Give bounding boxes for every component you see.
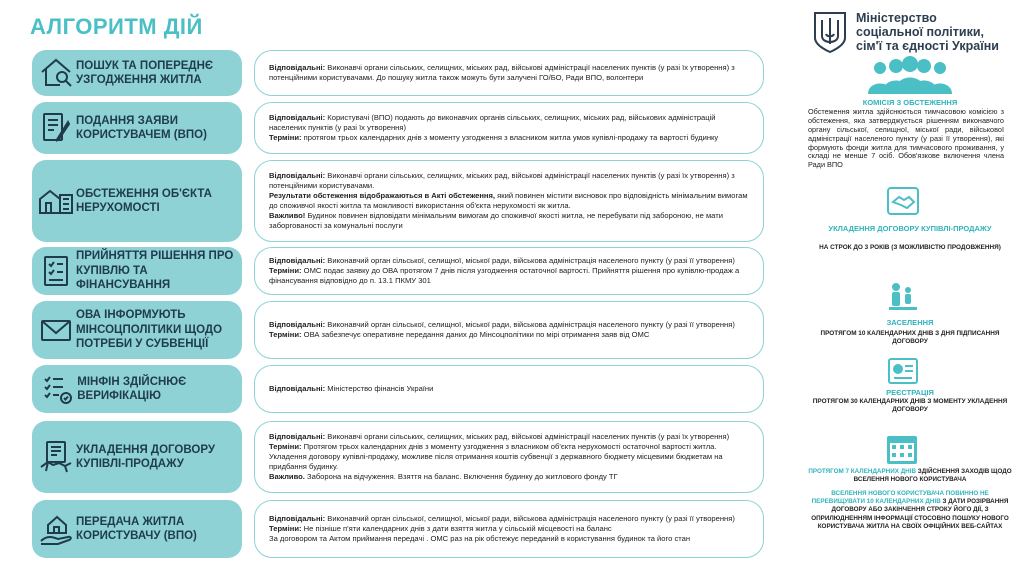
commission-heading: КОМІСІЯ З ОБСТЕЖЕННЯ — [862, 98, 958, 107]
important-text: Будинок повинен відповідати мінімальним вимогам до споживчої якості житла, не перебувати під забороною, не мати заборгованості за комунальні послуги — [269, 210, 723, 230]
step-details — [254, 102, 764, 154]
deadline-text: протягом трьох календарних днів з моменту узгодження з власником житла умов купівлі-продажу та вартості будинку — [301, 132, 719, 142]
deadline-label: Терміни: — [269, 330, 302, 339]
registration-heading: РЕЄСТРАЦІЯ — [886, 388, 934, 397]
responsible-text: Виконавчий орган сільської, селищної, міської ради, військова адміністрація населеного пункту (у разі її утворення) — [325, 256, 735, 266]
settlement-heading: ЗАСЕЛЕННЯ — [886, 318, 934, 327]
step-label — [32, 500, 242, 558]
responsible-label: Відповідальні: — [269, 432, 326, 442]
ministry-name — [856, 11, 999, 53]
calendar-note-text: З ДАТИ РОЗІРВАННЯ ДОГОВОРУ АБО ЗАКІНЧЕННЯ СТРОКУ ЙОГО ДІЇ, З ОПРИЛЮДНЕННЯМ ІНФОРМАЦІЇ СТОСОВНО ПОШУКУ НОВОГО КОРИСТУВАЧА ЖИТЛА НА СВОЇХ ОФІЦІЙНИХ ВЕБ-САЙТАХ — [811, 498, 1009, 530]
registration-card-icon — [886, 356, 920, 386]
step-minfin-verify — [32, 365, 764, 413]
responsible-text: Виконавчий орган сільської, селищної, міської ради, військова адміністрація населеного пункту (у разі її утворення) — [325, 320, 735, 330]
calendar-note-text: ЗДІЙСНЕННЯ ЗАХОДІВ ЩОДО ВСЕЛЕННЯ НОВОГО КОРИСТУВАЧА — [853, 468, 1012, 484]
verify-list-icon — [38, 365, 75, 413]
deadline-text: ОМС подає заявку до ОВА протягом 7 днів після узгодження остаточної вартості. Прийняття рішення про купівлю-продаж а фінансування відповідно до п. 13.1 ПКМУ 301 — [269, 266, 740, 285]
responsible-label: Відповідальні: — [269, 320, 326, 330]
deadline-text: Протягом трьох календарних днів з моменту узгодження з власником об'єкта нерухомості остаточної вартості житла. Укладення договору купівлі-продажу, можливе після отримання коштів субвенції з державного бюджету місцевими бюджетам на придбання будинку. — [269, 442, 723, 471]
step-title: УКЛАДЕННЯ ДОГОВОРУ КУПІВЛІ-ПРОДАЖУ — [76, 443, 215, 470]
step-title: ПРИЙНЯТТЯ РІШЕННЯ ПРО КУПІВЛЮ ТА ФІНАНСУВАННЯ — [76, 250, 234, 292]
important-text: Заборона на відчуження. Взяття на баланс. Включення будинку до житлового фонду ТГ — [304, 471, 618, 481]
responsible-label: Відповідальні: — [269, 514, 326, 524]
responsible-text: Користувачі (ВПО) подають до виконавчих органів сільських, селищних, міських рад, військових адміністрацій населених пунктів (у разі їх утворення) — [269, 113, 716, 133]
contract-heading-text: УКЛАДЕННЯ ДОГОВОРУ КУПІВЛІ-ПРОДАЖУ — [828, 224, 992, 233]
step-title: ОБСТЕЖЕННЯ ОБ'ЄКТА НЕРУХОМОСТІ — [76, 187, 212, 214]
responsible-label: Відповідальні: — [269, 256, 326, 266]
house-search-icon — [38, 50, 74, 96]
responsible-text: Виконавчі органи сільських, селищних, міських рад, військові адміністрації населених пунктів (у разі їх утворення) — [325, 432, 730, 442]
people-group-icon — [858, 56, 962, 96]
responsible-label: Відповідальні: — [269, 384, 326, 394]
ministry-logo — [812, 10, 1012, 54]
ministry-name-line: Міністерство — [856, 11, 937, 25]
step-inspection — [32, 160, 764, 242]
handshake-icon — [886, 184, 920, 218]
contract-handshake-icon — [38, 421, 74, 493]
step-details — [254, 365, 764, 413]
step-title: ПОДАННЯ ЗАЯВИ КОРИСТУВАЧЕМ (ВПО) — [76, 114, 207, 141]
important-label: Важливо. — [269, 471, 305, 481]
step-details — [254, 160, 764, 242]
step-details — [254, 421, 764, 493]
deadline-label: Терміни: — [269, 524, 302, 534]
important-label: Важливо! — [269, 210, 306, 220]
step-label — [32, 247, 242, 295]
step-label — [32, 421, 242, 493]
step-details — [254, 50, 764, 96]
deadline-text: Не пізніше п'яти календарних днів з дати взяття житла у сільській місцевості на баланс — [301, 524, 612, 534]
responsible-label: Відповідальні: — [269, 113, 326, 123]
step-title: ПЕРЕДАЧА ЖИТЛА КОРИСТУВАЧУ (ВПО) — [76, 515, 197, 542]
step-handover — [32, 500, 764, 558]
commission-text: Обстеження житла здійснюється тимчасовою комісією з обстеження, яка затверджується рішенням виконавчого органу сільської, селищної, міської ради, військової адміністрації населеного пункту (у разі її утворення), які формують фонди житла для тимчасового проживання, у складі не менше 7 осіб. Обов'язкове включення члена Ради ВПО — [808, 107, 1004, 170]
step-details — [254, 247, 764, 295]
responsible-label: Відповідальні: — [269, 63, 326, 73]
calendar-note-highlight: ПРОТЯГОМ 7 КАЛЕНДАРНИХ ДНІВ — [808, 468, 917, 475]
moving-family-icon — [886, 280, 920, 314]
house-hand-icon — [38, 500, 74, 558]
results-text: який повинен містити висновок про відповідність мінімальним вимогам до споживчої якості житла та можливості використання об'єкта нерухомості як житла. — [269, 191, 748, 210]
step-label — [32, 301, 242, 359]
settlement-term: ПРОТЯГОМ 10 КАЛЕНДАРНИХ ДНІВ З ДНЯ ПІДПИСАННЯ ДОГОВОРУ — [820, 330, 1000, 346]
step-title: МІНФІН ЗДІЙСНЮЄ ВЕРИФІКАЦІЮ — [77, 375, 187, 402]
envelope-icon — [38, 301, 74, 359]
step-decision — [32, 247, 764, 295]
trident-emblem-icon — [812, 10, 848, 54]
step-details — [254, 500, 764, 558]
step-label — [32, 50, 242, 96]
responsible-text: Виконавчі органи сільських, селищних, міських рад, військові адміністрації населених пунктів (у разі їх утворення) з потенційними користувачами. — [269, 171, 735, 191]
responsible-text: Виконавчий орган сільської, селищної, міської ради, військова адміністрація населеного пункту (у разі її утворення) — [325, 514, 735, 524]
step-label — [32, 102, 242, 154]
calendar-icon — [882, 432, 922, 466]
calendar-note-2 — [808, 490, 1012, 531]
ministry-name-line: соціальної політики, — [856, 25, 985, 39]
step-ova-inform — [32, 301, 764, 359]
contract-heading — [808, 224, 1012, 233]
registration-term: ПРОТЯГОМ 30 КАЛЕНДАРНИХ ДНІВ З МОМЕНТУ УКЛАДЕННЯ ДОГОВОРУ — [812, 398, 1008, 414]
step-details — [254, 301, 764, 359]
step-label — [32, 365, 242, 413]
page-title: АЛГОРИТМ ДІЙ — [30, 14, 203, 39]
step-application — [32, 102, 764, 154]
calendar-note-highlight: ВСЕЛЕННЯ НОВОГО КОРИСТУВАЧА ПОВИННО НЕ ПЕРЕВИЩУВАТИ 10 КАЛЕНДАРНИХ ДНІВ — [811, 490, 989, 506]
buildings-icon — [38, 160, 74, 242]
deadline-label: Терміни: — [269, 132, 302, 142]
responsible-text: Міністерство фінансів України — [325, 384, 434, 394]
note-text: За договором та Актом приймання передачі . ОМС раз на рік обстежує переданий в користування будинок та його стан — [269, 533, 691, 543]
results-label: Результати обстеження відображаються в Акті обстеження, — [269, 191, 496, 201]
step-search — [32, 50, 764, 96]
document-pen-icon — [38, 102, 74, 154]
contract-term: НА СТРОК ДО 3 РОКІВ (З МОЖЛИВІСТЮ ПРОДОВЖЕННЯ) — [819, 244, 1001, 251]
calendar-note-1 — [808, 468, 1012, 484]
responsible-label: Відповідальні: — [269, 171, 326, 181]
ministry-name-line: сім'ї та єдності України — [856, 39, 999, 53]
deadline-text: ОВА забезпечує оперативне передання даних до Мінсоцполітики по мірі отримання заяв від ОМС — [301, 330, 650, 339]
step-title: ОВА ІНФОРМУЮТЬ МІНСОЦПОЛІТИКИ ЩОДО ПОТРЕБИ У СУБВЕНЦІЇ — [76, 309, 223, 351]
deadline-label: Терміни: — [269, 266, 302, 276]
responsible-text: Виконавчі органи сільських, селищних, міських рад, військові адміністрації населених пунктів (у разі їх утворення) з потенційними користувачами. До пошуку житла також можуть бути залучені ГО/БО, Ради ВПО, волонтери — [269, 63, 735, 82]
deadline-label: Терміни: — [269, 442, 302, 452]
checklist-icon — [38, 247, 74, 295]
step-title: ПОШУК ТА ПОПЕРЕДНЄ УЗГОДЖЕННЯ ЖИТЛА — [76, 59, 214, 86]
step-label — [32, 160, 242, 242]
step-contract — [32, 421, 764, 493]
